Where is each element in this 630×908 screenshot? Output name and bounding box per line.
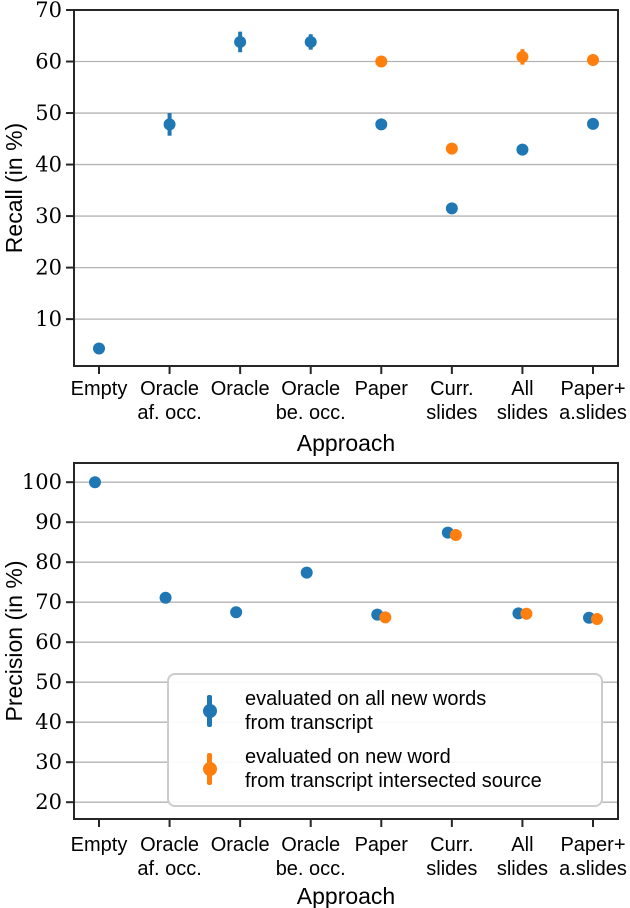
legend-label	[245, 687, 486, 735]
y-tick-label: 80	[35, 550, 62, 575]
errorbar-marker-icon	[175, 693, 245, 729]
legend-label-line1: evaluated on all new words	[245, 688, 487, 710]
legend-label-line2: from transcript	[245, 712, 373, 734]
x-tick-label: a.slides	[559, 858, 627, 880]
data-point	[516, 51, 528, 63]
x-tick-label: be. occ.	[275, 402, 346, 424]
x-tick-label: Empty	[70, 378, 128, 400]
x-axis-label: Approach	[296, 883, 396, 908]
data-point	[375, 118, 387, 130]
y-tick-label: 30	[35, 204, 62, 229]
y-tick-label: 100	[21, 470, 62, 495]
y-tick-label: 70	[35, 0, 62, 22]
legend-label-line2: from transcript intersected source	[245, 770, 542, 792]
y-axis-label: Precision (in %)	[1, 560, 27, 722]
y-tick-label: 70	[35, 590, 62, 615]
x-tick-label: Oracle	[140, 834, 200, 856]
errorbar-marker-icon	[175, 751, 245, 787]
legend-item-all-new-words	[175, 687, 595, 735]
y-tick-label: 20	[35, 255, 62, 280]
y-tick-label: 40	[35, 710, 62, 735]
data-point	[230, 606, 242, 618]
data-point	[446, 143, 458, 155]
x-tick-label: be. occ.	[275, 858, 346, 880]
x-tick-label: Paper+	[560, 378, 626, 400]
x-tick-label: All	[511, 378, 534, 400]
errorbar-dot	[203, 762, 217, 776]
y-tick-label: 50	[35, 670, 62, 695]
x-tick-label: Paper	[354, 378, 408, 400]
data-point	[305, 36, 317, 48]
errorbar-dot	[203, 704, 217, 718]
axes-frame	[74, 10, 618, 366]
data-point	[520, 608, 532, 620]
y-tick-label: 90	[35, 510, 62, 535]
x-tick-label: af. occ.	[137, 402, 202, 424]
y-tick-label: 60	[35, 49, 62, 74]
x-tick-label: Oracle	[140, 378, 200, 400]
x-tick-label: Oracle	[281, 834, 341, 856]
y-tick-label: 30	[35, 750, 62, 775]
x-tick-label: Empty	[70, 834, 128, 856]
x-tick-label: Paper	[354, 834, 408, 856]
data-point	[446, 202, 458, 214]
data-point	[164, 118, 176, 130]
y-tick-label: 60	[35, 630, 62, 655]
y-tick-label: 20	[35, 790, 62, 815]
x-tick-label: Paper+	[560, 834, 626, 856]
data-point	[591, 613, 603, 625]
legend-label-line1: evaluated on new word	[245, 746, 451, 768]
x-tick-label: slides	[426, 402, 478, 424]
x-tick-label: a.slides	[559, 402, 627, 424]
legend-item-intersected-source	[175, 745, 595, 793]
data-point	[89, 476, 101, 488]
y-tick-label: 40	[35, 152, 62, 177]
data-point	[234, 36, 246, 48]
x-tick-label: Curr.	[430, 834, 474, 856]
data-point	[93, 342, 105, 354]
x-tick-label: Oracle	[210, 834, 270, 856]
x-tick-label: Curr.	[430, 378, 474, 400]
legend	[167, 673, 603, 807]
x-tick-label: All	[511, 834, 534, 856]
data-point	[301, 567, 313, 579]
data-point	[160, 592, 172, 604]
x-tick-label: slides	[496, 402, 548, 424]
data-point	[450, 529, 462, 541]
x-tick-label: Oracle	[281, 378, 341, 400]
y-tick-label: 50	[35, 101, 62, 126]
y-axis-label: Recall (in %)	[1, 122, 27, 254]
data-point	[587, 54, 599, 66]
x-tick-label: Oracle	[210, 378, 270, 400]
x-tick-label: slides	[496, 858, 548, 880]
data-point	[375, 56, 387, 68]
legend-label	[245, 745, 542, 793]
y-tick-label: 10	[35, 307, 62, 332]
x-tick-label: slides	[426, 858, 478, 880]
x-axis-label: Approach	[296, 430, 396, 456]
data-point	[516, 144, 528, 156]
data-point	[379, 611, 391, 623]
x-tick-label: af. occ.	[137, 858, 202, 880]
data-point	[587, 118, 599, 130]
